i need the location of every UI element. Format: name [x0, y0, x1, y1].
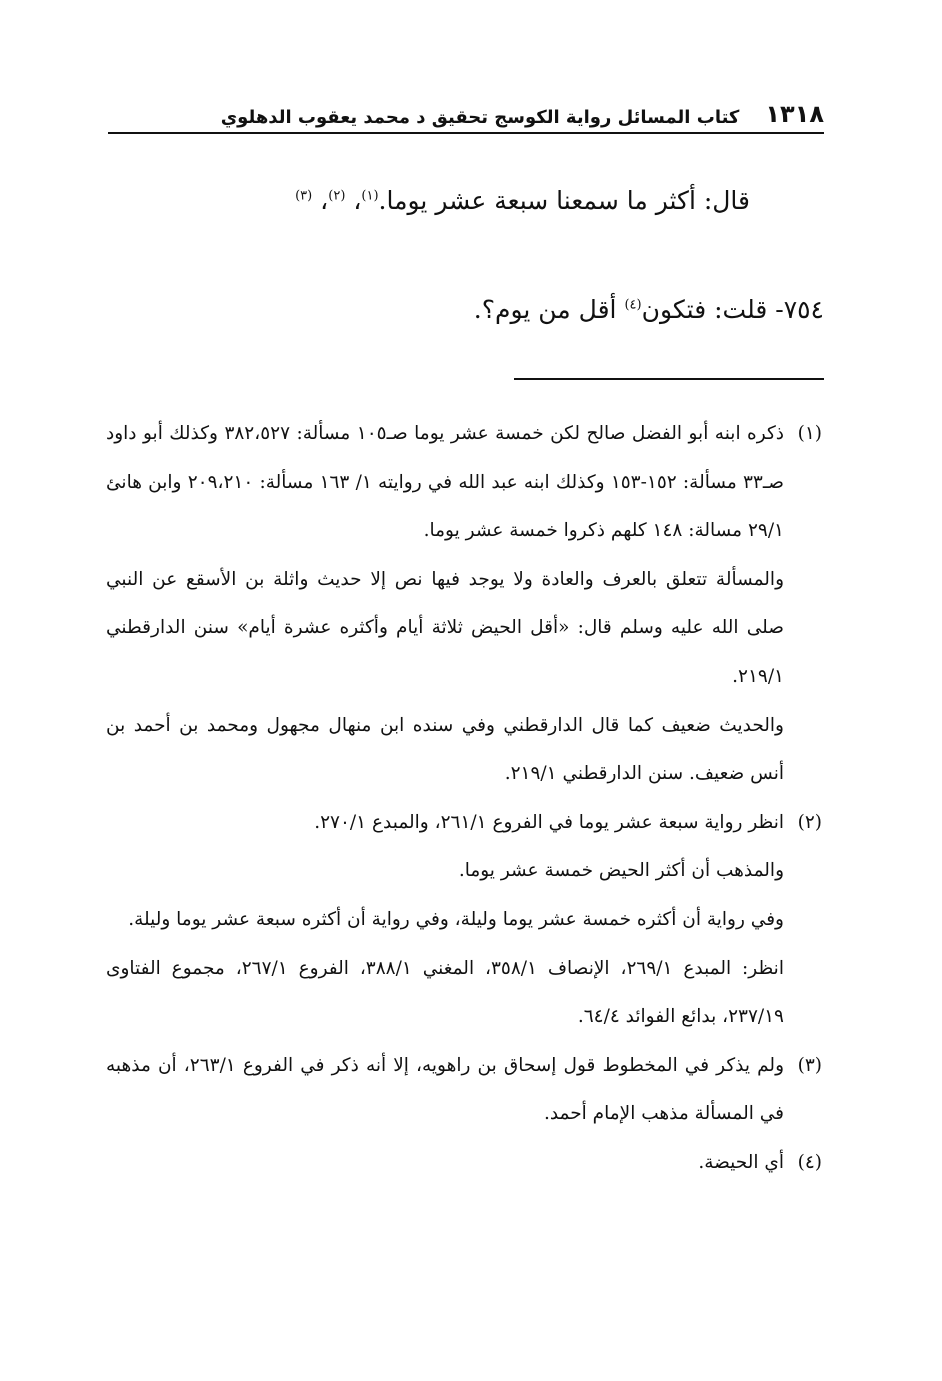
- footnote-paragraph: انظر رواية سبعة عشر يوما في الفروع ٢٦١/١، والمبدع ٢٧٠/١.: [314, 811, 784, 833]
- footnote-2: [106, 799, 822, 1042]
- footnote-mark: (٤): [797, 1151, 822, 1173]
- footnote-ref-4[interactable]: (٤): [624, 297, 642, 313]
- footnote-4: [106, 1139, 822, 1188]
- footnotes: [106, 410, 822, 1188]
- line2-after: أقل من يوم؟.: [473, 295, 625, 324]
- main-text-line-1: [295, 186, 750, 215]
- page-header: [108, 92, 824, 134]
- ref-separator: ،: [312, 186, 329, 215]
- ref-separator: ،: [345, 186, 362, 215]
- footnote-paragraph: أي الحيضة.: [698, 1151, 784, 1173]
- footnote-ref-1[interactable]: (١): [361, 188, 379, 204]
- main-text-line-2: [474, 295, 824, 324]
- footnote-paragraph: ذكره ابنه أبو الفضل صالح لكن خمسة عشر يوما صـ١٠٥ مسألة: ٣٨٢،٥٢٧ وكذلك أبو داود صـ٣٣ مسألة: ١٥٢-١٥٣ وكذلك ابنه عبد الله في روايته ١/ ١٦٣ مسألة: ٢٠٩،٢١٠ وابن هانئ ٢٩/١ مسالة: ١٤٨ كلهم ذكروا خمسة عشر يوما.: [106, 423, 784, 542]
- footnote-paragraph: انظر: المبدع ٢٦٩/١، الإنصاف ٣٥٨/١، المغني ٣٨٨/١، الفروع ٢٦٧/١، مجموع الفتاوى ٢٣٧/١٩، بدائع الفوائد ٦٤/٤.: [106, 957, 784, 1028]
- footnote-paragraph: والحديث ضعيف كما قال الدارقطني وفي سنده ابن منهال مجهول ومحمد بن أحمد بن أنس ضعيف. سنن الدارقطني ٢١٩/١.: [106, 714, 784, 785]
- line1-text: قال: أكثر ما سمعنا سبعة عشر يوما.: [378, 186, 750, 215]
- footnote-mark: (٢): [797, 811, 822, 833]
- footnote-1: [106, 410, 822, 799]
- footnote-paragraph: وفي رواية أن أكثره خمسة عشر يوما وليلة، وفي رواية أن أكثره سبعة عشر يوما وليلة.: [128, 908, 784, 930]
- footnote-ref-3[interactable]: (٣): [295, 188, 313, 204]
- footnote-paragraph: والمسألة تتعلق بالعرف والعادة ولا يوجد فيها نص إلا حديث واثلة بن الأسقع عن النبي صلى الله عليه وسلم قال: «أقل الحيض ثلاثة أيام وأكثره عشرة أيام» سنن الدارقطني ٢١٩/١.: [106, 568, 784, 687]
- footnote-3: [106, 1042, 822, 1139]
- footnote-mark: (٣): [797, 1054, 822, 1076]
- footnote-paragraph: ولم يذكر في المخطوط قول إسحاق بن راهويه، إلا أنه ذكر في الفروع ٢٦٣/١، أن مذهبه في المسألة مذهب الإمام أحمد.: [106, 1054, 784, 1125]
- footnote-mark: (١): [797, 423, 822, 444]
- footnote-ref-2[interactable]: (٢): [328, 188, 346, 204]
- footnote-separator: [514, 378, 824, 380]
- book-title: كتاب المسائل رواية الكوسج تحقيق د محمد يعقوب الدهلوي: [220, 107, 740, 128]
- line2-before: ٧٥٤- قلت: فتكون: [641, 295, 824, 324]
- page-number: ١٣١٨: [765, 100, 824, 128]
- footnote-paragraph: والمذهب أن أكثر الحيض خمسة عشر يوما.: [458, 860, 784, 882]
